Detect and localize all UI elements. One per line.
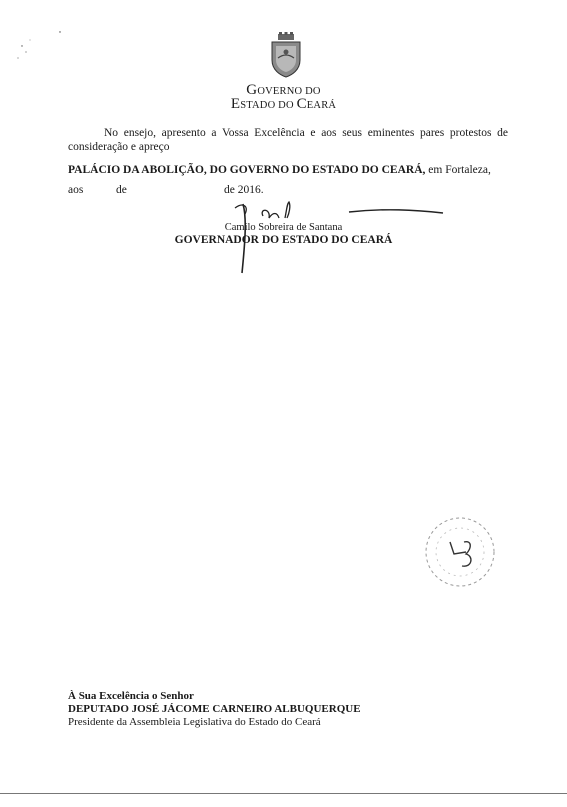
government-heading-line2: ESTADO DO CEARÁ <box>230 96 337 112</box>
coat-of-arms-icon <box>268 32 304 78</box>
addressee-name: DEPUTADO JOSÉ JÁCOME CARNEIRO ALBUQUERQUE <box>68 703 361 715</box>
signer-name: Camilo Sobreira de Santana <box>224 222 343 233</box>
footer-divider <box>0 793 567 794</box>
receipt-stamp-icon <box>420 512 500 592</box>
date-de: de <box>116 184 127 196</box>
addressee-role: Presidente da Assembleia Legislativa do Estado do Ceará <box>68 716 321 728</box>
scan-specks <box>8 28 68 68</box>
date-line <box>68 184 264 196</box>
palace-location: em Fortaleza, <box>425 164 491 176</box>
closing-paragraph <box>68 126 508 154</box>
palace-name: PALÁCIO DA ABOLIÇÃO, DO GOVERNO DO ESTADO DO CEARÁ, <box>68 164 426 176</box>
date-aos: aos <box>68 184 84 196</box>
government-heading-line1: GOVERNO DO <box>246 82 321 98</box>
date-year: de 2016. <box>224 184 264 196</box>
signer-title: GOVERNADOR DO ESTADO DO CEARÁ <box>174 234 393 246</box>
addressee-salutation: À Sua Excelência o Senhor <box>68 690 194 702</box>
palace-line <box>68 164 491 176</box>
closing-text: No ensejo, apresento a Vossa Excelência e aos seus eminentes pares protestos de consideração e apreço <box>68 127 508 153</box>
